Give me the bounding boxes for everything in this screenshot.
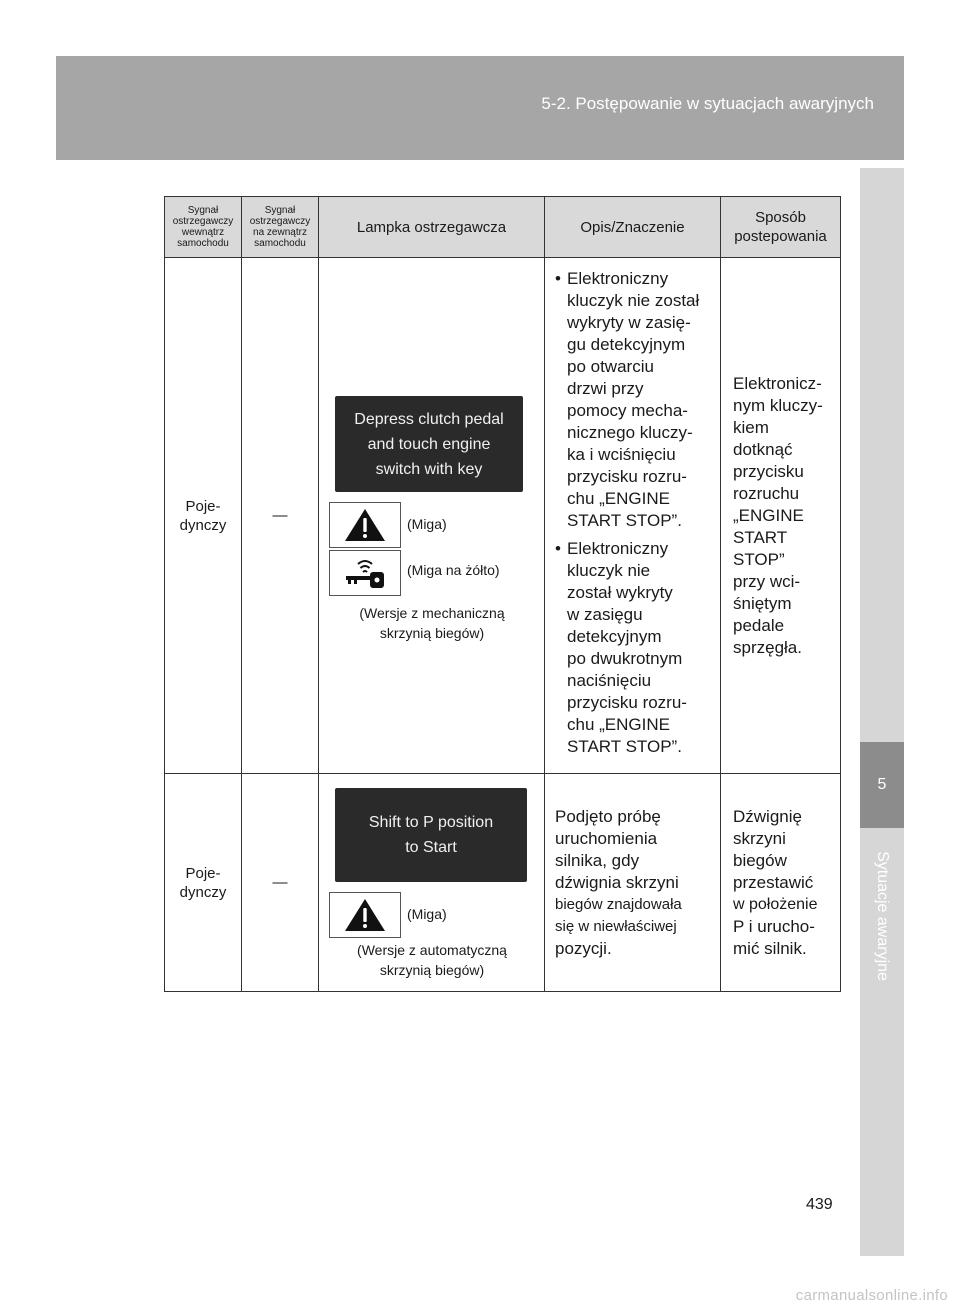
warning-triangle-icon <box>329 502 401 548</box>
display-message: Depress clutch pedal and touch engine switch with key <box>335 396 523 492</box>
table-row <box>165 258 841 774</box>
chapter-sidebar <box>860 168 904 1256</box>
lamp-note: (Wersje z mechaniczną skrzynią biegów) <box>359 605 505 641</box>
list-item: • Elektroniczny kluczyk nie został wykryty w zasięgu detekcyjnym po dwukrotnym naciśnięciu przycisku rozru- chu „ENGINE START STOP”. <box>555 538 712 758</box>
lamp-cell <box>319 774 545 992</box>
smart-key-icon <box>329 550 401 596</box>
display-message: Shift to P position to Start <box>335 788 527 882</box>
inside-signal-cell: Poje- dynczy <box>165 774 242 992</box>
lamp-note: (Wersje z automatyczną skrzynią biegów) <box>357 942 507 978</box>
chapter-number: 5 <box>877 776 887 793</box>
outside-signal-cell: — <box>242 258 319 774</box>
description-cell <box>545 258 721 774</box>
icon1-label: (Miga) <box>407 516 447 532</box>
icon2-label: (Miga na żółto) <box>407 562 500 578</box>
chapter-label: Sytuacje awaryjne <box>874 851 891 981</box>
inside-signal-cell: Poje- dynczy <box>165 258 242 774</box>
description-cell: Podjęto próbę uruchomienia silnika, gdy dźwignia skrzyni biegów znajdowała się w niewłaściwej pozycji. <box>545 774 721 992</box>
lamp-cell <box>319 258 545 774</box>
list-item: • Elektroniczny kluczyk nie został wykryty w zasię- gu detekcyjnym po otwarciu drzwi przy pomocy mecha- nicznego kluczy- ka i wciśnięciu przycisku rozru- chu „ENGINE START STOP”. <box>555 268 712 532</box>
table-header-row <box>165 197 841 258</box>
header-action: Sposób postepowania <box>721 197 841 258</box>
header-description: Opis/Znaczenie <box>545 197 721 258</box>
page-number: 439 <box>806 1196 833 1213</box>
header-lamp: Lampka ostrzegawcza <box>319 197 545 258</box>
action-cell: Elektronicz- nym kluczy- kiem dotknąć przycisku rozruchu „ENGINE START STOP” przy wci- śniętym pedale sprzęgła. <box>721 258 841 774</box>
section-title: 5-2. Postępowanie w sytuacjach awaryjnych <box>541 94 874 113</box>
page-header <box>56 56 904 160</box>
icon1-label: (Miga) <box>407 906 447 922</box>
table-row <box>165 774 841 992</box>
chapter-tab <box>860 742 904 828</box>
header-outside-signal: Sygnał ostrzegawczy na zewnątrz samochodu <box>242 197 319 258</box>
header-inside-signal: Sygnał ostrzegawczy wewnątrz samochodu <box>165 197 242 258</box>
action-cell: Dźwignię skrzyni biegów przestawić w położenie P i urucho- mić silnik. <box>721 774 841 992</box>
chapter-label-box <box>860 826 904 1056</box>
warning-triangle-icon <box>329 892 401 938</box>
outside-signal-cell: — <box>242 774 319 992</box>
warning-table <box>164 196 841 992</box>
watermark: carmanualsonline.info <box>795 1287 948 1304</box>
